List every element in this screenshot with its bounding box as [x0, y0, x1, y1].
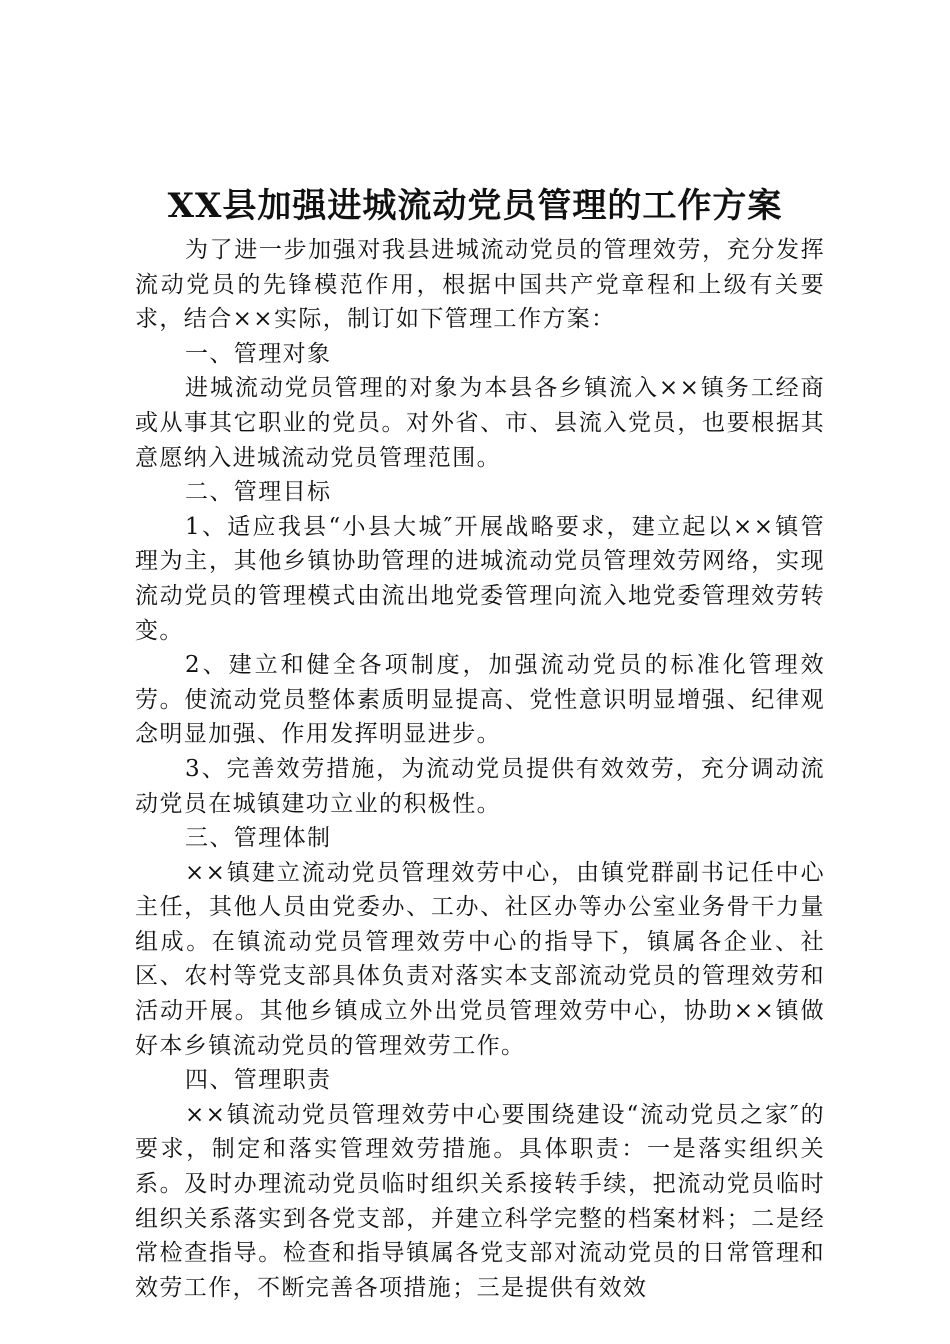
section-heading-2: 二、管理目标 [185, 479, 332, 506]
section-2-paragraph-1: 1、适应我县“小县大城″开展战略要求，建立起以××镇管理为主，其他乡镇协助管理的进城流动党员管理效劳网络，实现流动党员的管理模式由流出地党委管理向流入地党委管理效劳转变。 [135, 513, 825, 644]
document-title: XX县加强进城流动党员管理的工作方案 [167, 186, 783, 226]
section-3-paragraph-1: ××镇建立流动党员管理效劳中心，由镇党群副书记任中心主任，其他人员由党委办、工办、社区办等办公室业务骨干力量组成。在镇流动党员管理效劳中心的指导下，镇属各企业、社区、农村等党支部具体负责对落实本支部流动党员的管理效劳和活动开展。其他乡镇成立外出党员管理效劳中心，协助××镇做好本乡镇流动党员的管理效劳工作。 [135, 859, 825, 1059]
section-1-paragraph-1: 进城流动党员管理的对象为本县各乡镇流入××镇务工经商或从事其它职业的党员。对外省、市、县流入党员，也要根据其意愿纳入进城流动党员管理范围。 [135, 375, 825, 471]
intro-paragraph: 为了进一步加强对我县进城流动党员的管理效劳，充分发挥流动党员的先锋模范作用，根据中国共产党章程和上级有关要求，结合××实际，制订如下管理工作方案： [135, 237, 825, 333]
section-heading-4: 四、管理职责 [185, 1067, 332, 1094]
section-heading-3: 三、管理体制 [185, 825, 332, 852]
section-heading-1: 一、管理对象 [185, 340, 332, 367]
section-2-paragraph-3: 3、完善效劳措施，为流动党员提供有效效劳，充分调动流动党员在城镇建功立业的积极性。 [135, 755, 825, 817]
document-body [135, 233, 825, 1305]
section-4-paragraph-1: ××镇流动党员管理效劳中心要围绕建设“流动党员之家″的要求，制定和落实管理效劳措施。具体职责：一是落实组织关系。及时办理流动党员临时组织关系接转手续，把流动党员临时组织关系落实到各党支部，并建立科学完整的档案材料；二是经常检查指导。检查和指导镇属各党支部对流动党员的日常管理和效劳工作，不断完善各项措施；三是提供有效效 [135, 1101, 825, 1301]
section-2-paragraph-2: 2、建立和健全各项制度，加强流动党员的标准化管理效劳。使流动党员整体素质明显提高、党性意识明显增强、纪律观念明显加强、作用发挥明显进步。 [135, 652, 825, 748]
